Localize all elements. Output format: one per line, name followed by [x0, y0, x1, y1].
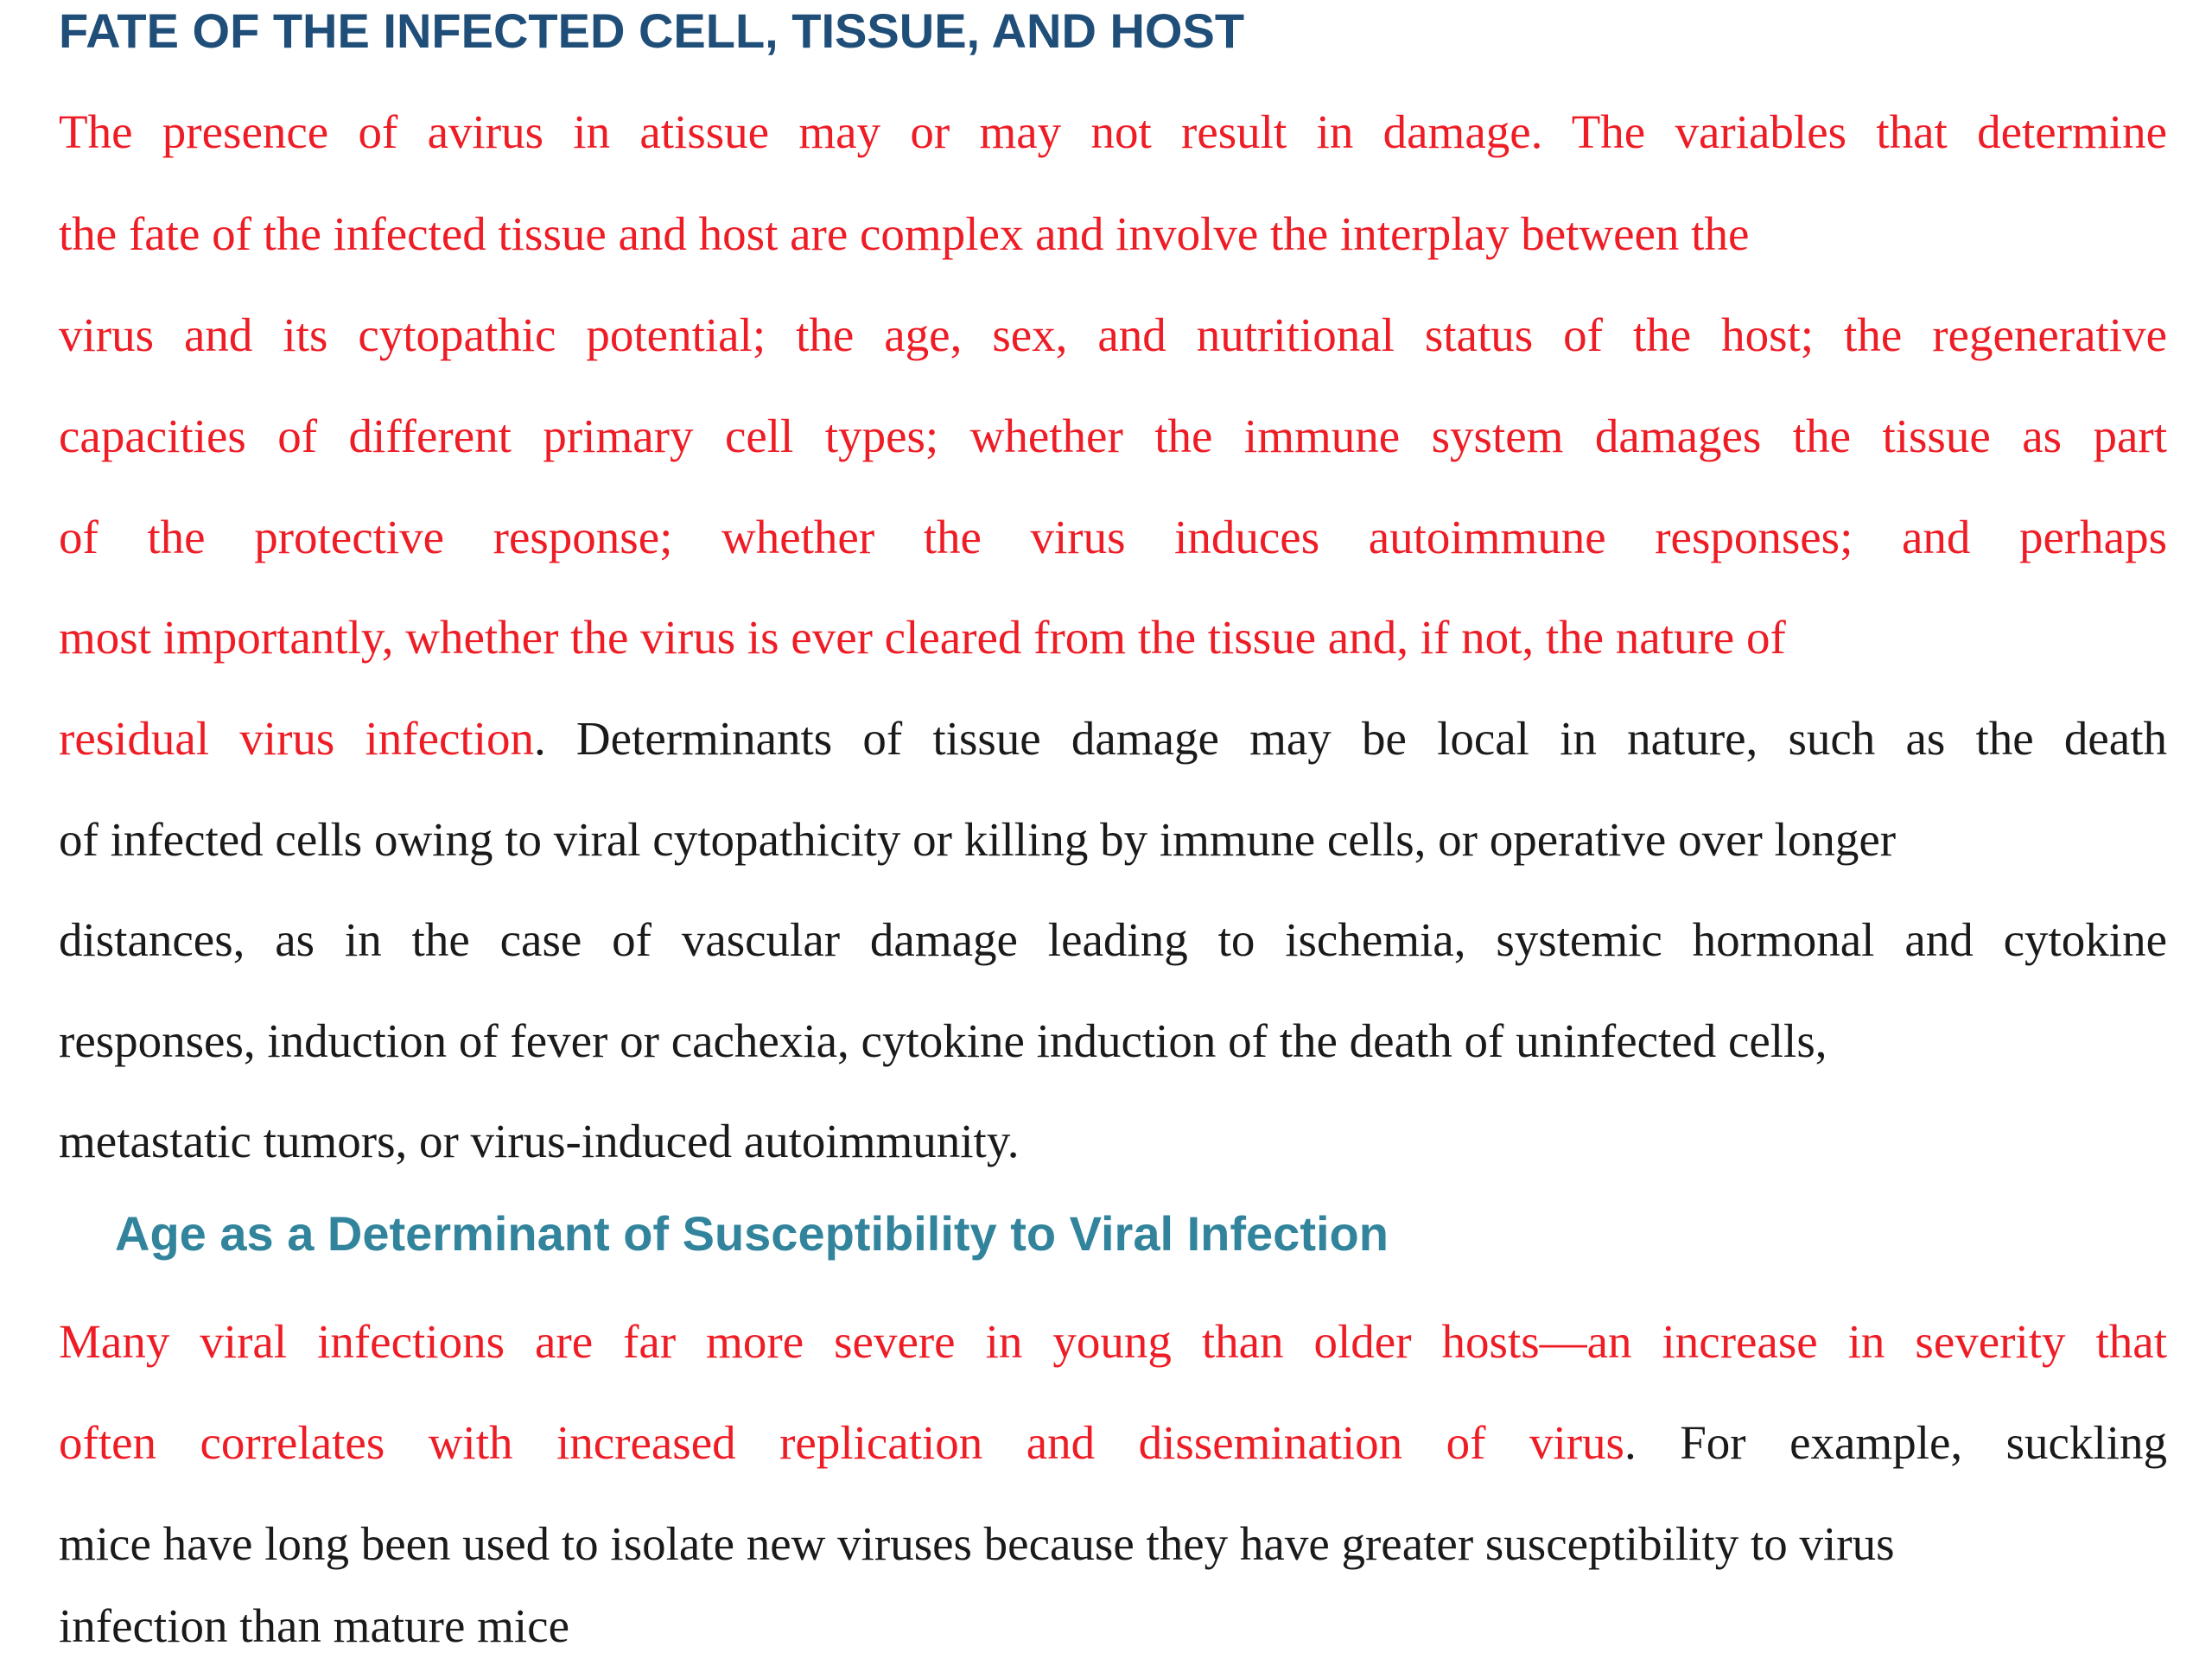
body-text: mice have long been used to isolate new viruses because they have greater susceptibility to virus [59, 1517, 1895, 1570]
paragraph-line [59, 305, 2167, 365]
paragraph-line [59, 709, 2167, 769]
highlighted-text: virus and its cytopathic potential; the age, sex, and nutritional status of the host; the regenerative [59, 308, 2167, 361]
body-text: infection than mature mice [59, 1599, 570, 1652]
highlighted-text: most importantly, whether the virus is ever cleared from the tissue and, if not, the nature of [59, 611, 1786, 664]
paragraph-line [59, 1312, 2167, 1372]
highlighted-text: capacities of different primary cell types; whether the immune system damages the tissue as part [59, 410, 2167, 462]
body-text: distances, as in the case of vascular damage leading to ischemia, systemic hormonal and cytokine [59, 913, 2167, 966]
paragraph-line [59, 1596, 2167, 1656]
paragraph-line [59, 910, 2167, 970]
highlighted-text: often correlates with increased replication and dissemination of virus [59, 1416, 1624, 1469]
paragraph-line [59, 1011, 2167, 1071]
paragraph-line [59, 204, 2167, 264]
body-text: of infected cells owing to viral cytopathicity or killing by immune cells, or operative over longer [59, 813, 1897, 866]
body-text: . Determinants of tissue damage may be local in nature, such as the death [533, 712, 2167, 765]
section-heading-fate: FATE OF THE INFECTED CELL, TISSUE, AND HOST [59, 3, 1245, 58]
paragraph-line [59, 102, 2167, 162]
highlighted-text: Many viral infections are far more severe in young than older hosts—an increase in severity that [59, 1315, 2167, 1368]
paragraph-line [59, 1111, 2167, 1172]
paragraph-line [59, 607, 2167, 668]
paragraph-line [59, 406, 2167, 467]
body-text: metastatic tumors, or virus-induced autoimmunity. [59, 1115, 1020, 1167]
paragraph-line [59, 507, 2167, 568]
body-text: . For example, suckling [1624, 1416, 2167, 1469]
highlighted-text: of the protective response; whether the virus induces autoimmune responses; and perhaps [59, 511, 2167, 563]
paragraph-line [59, 1413, 2167, 1473]
paragraph-line [59, 1514, 2167, 1574]
body-text: responses, induction of fever or cachexia, cytokine induction of the death of uninfected cells, [59, 1014, 1827, 1067]
highlighted-text: The presence of avirus in atissue may or may not result in damage. The variables that determine [59, 105, 2167, 158]
section-heading-age: Age as a Determinant of Susceptibility to Viral Infection [115, 1206, 1389, 1261]
paragraph-line [59, 810, 2167, 870]
highlighted-text: the fate of the infected tissue and host are complex and involve the interplay between the [59, 207, 1750, 260]
highlighted-text: residual virus infection [59, 712, 534, 765]
